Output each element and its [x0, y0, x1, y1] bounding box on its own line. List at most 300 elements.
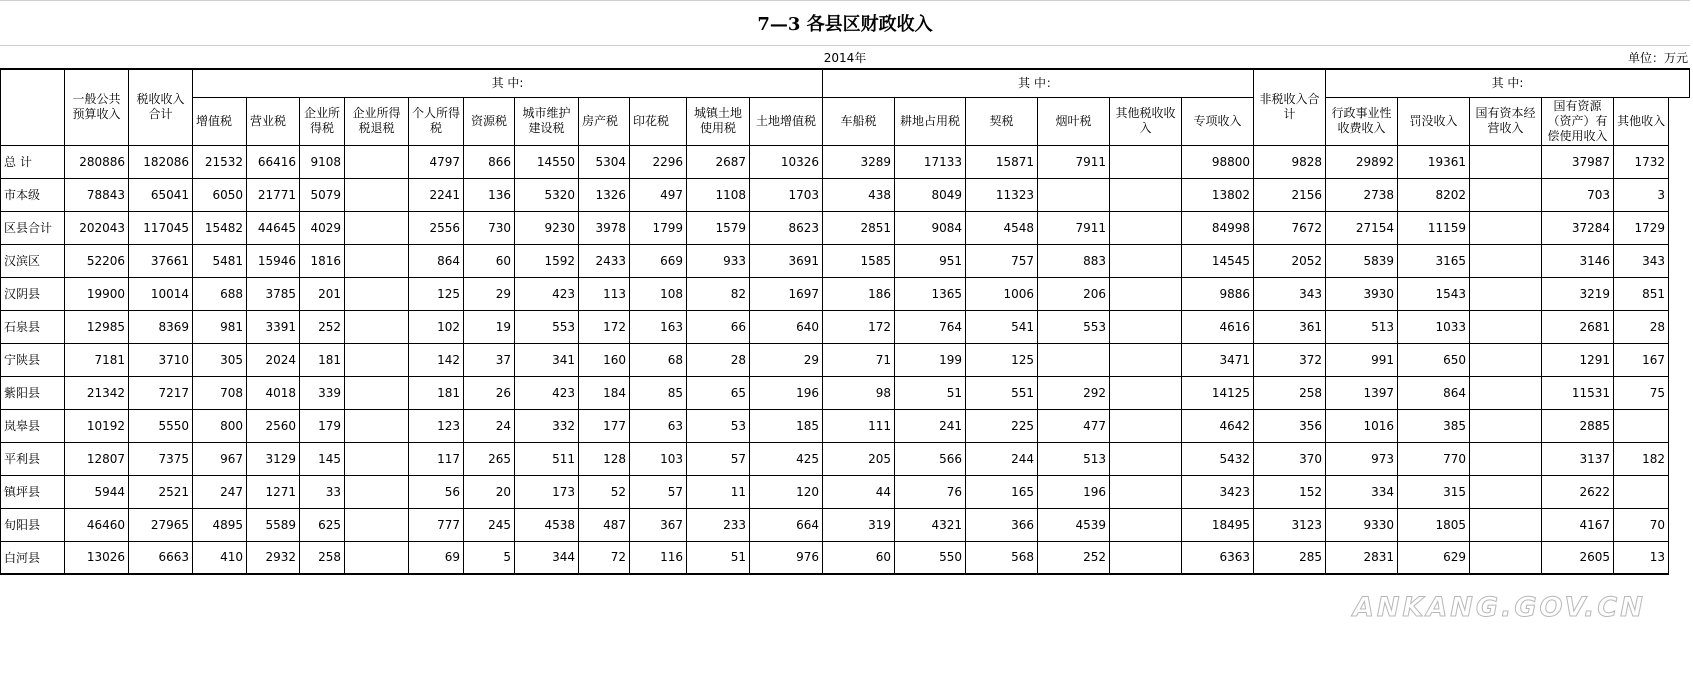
- table-cell: 19: [464, 310, 515, 343]
- header-farmland-tax: 耕地占用税: [895, 97, 966, 145]
- header-resource-tax: 资源税: [464, 97, 515, 145]
- table-cell: 241: [895, 409, 966, 442]
- table-cell: 866: [464, 145, 515, 178]
- table-cell: [1110, 376, 1182, 409]
- header-group-nontax: 其 中:: [1326, 69, 1690, 97]
- table-cell: 9886: [1182, 277, 1254, 310]
- row-region-name: 旬阳县: [1, 508, 65, 541]
- table-cell: 111: [823, 409, 895, 442]
- table-cell: 24: [464, 409, 515, 442]
- table-cell: 5079: [300, 178, 345, 211]
- table-cell: 37: [464, 343, 515, 376]
- table-cell: 120: [750, 475, 823, 508]
- table-cell: 8623: [750, 211, 823, 244]
- table-cell: 513: [1326, 310, 1398, 343]
- row-region-name: 区县合计: [1, 211, 65, 244]
- table-row: [1, 508, 1690, 541]
- table-cell: 103: [630, 442, 687, 475]
- table-cell: 11531: [1542, 376, 1614, 409]
- table-cell: 19900: [65, 277, 129, 310]
- table-cell: 703: [1542, 178, 1614, 211]
- table-row: [1, 409, 1690, 442]
- table-cell: 108: [630, 277, 687, 310]
- table-cell: 10014: [129, 277, 193, 310]
- table-row: [1, 178, 1690, 211]
- table-cell: 3: [1614, 178, 1669, 211]
- table-cell: 9330: [1326, 508, 1398, 541]
- table-cell: 1271: [247, 475, 300, 508]
- header-special-revenue: 专项收入: [1182, 97, 1254, 145]
- table-cell: 3710: [129, 343, 193, 376]
- table-cell: 487: [579, 508, 630, 541]
- header-state-capital: 国有资本经营收入: [1470, 97, 1542, 145]
- table-cell: 117045: [129, 211, 193, 244]
- table-cell: 11159: [1398, 211, 1470, 244]
- table-cell: 864: [409, 244, 464, 277]
- table-cell: 4321: [895, 508, 966, 541]
- table-cell: 6050: [193, 178, 247, 211]
- table-cell: 2605: [1542, 541, 1614, 574]
- table-cell: 33: [300, 475, 345, 508]
- header-nontax-total: 非税收入合计: [1254, 69, 1326, 145]
- table-cell: 172: [823, 310, 895, 343]
- table-cell: 196: [1038, 475, 1110, 508]
- table-cell: 66: [687, 310, 750, 343]
- table-cell: 225: [966, 409, 1038, 442]
- table-cell: 52206: [65, 244, 129, 277]
- row-region-name: 宁陕县: [1, 343, 65, 376]
- table-cell: 29: [750, 343, 823, 376]
- table-cell: 356: [1254, 409, 1326, 442]
- table-cell: 8369: [129, 310, 193, 343]
- table-cell: 65041: [129, 178, 193, 211]
- table-cell: 332: [515, 409, 579, 442]
- table-cell: [1470, 310, 1542, 343]
- table-cell: 551: [966, 376, 1038, 409]
- table-cell: [1470, 244, 1542, 277]
- table-cell: 1816: [300, 244, 345, 277]
- table-body: [1, 145, 1690, 574]
- table-cell: 334: [1326, 475, 1398, 508]
- table-cell: 181: [409, 376, 464, 409]
- table-cell: [1470, 376, 1542, 409]
- table-cell: 8202: [1398, 178, 1470, 211]
- table-cell: 4538: [515, 508, 579, 541]
- table-cell: 57: [687, 442, 750, 475]
- table-cell: 10326: [750, 145, 823, 178]
- header-land-value-tax: 土地增值税: [750, 97, 823, 145]
- table-cell: 123: [409, 409, 464, 442]
- header-vehicle-tax: 车船税: [823, 97, 895, 145]
- table-cell: 15871: [966, 145, 1038, 178]
- table-cell: [345, 343, 409, 376]
- table-cell: 245: [464, 508, 515, 541]
- table-cell: 125: [409, 277, 464, 310]
- table-cell: 13: [1614, 541, 1669, 574]
- table-cell: 21771: [247, 178, 300, 211]
- table-cell: 664: [750, 508, 823, 541]
- table-cell: 3423: [1182, 475, 1254, 508]
- table-cell: [345, 475, 409, 508]
- table-cell: [1614, 409, 1669, 442]
- header-general-budget: 一般公共预算收入: [65, 69, 129, 145]
- header-other-revenue: 其他收入: [1614, 97, 1669, 145]
- table-cell: 2024: [247, 343, 300, 376]
- table-cell: 7911: [1038, 145, 1110, 178]
- table-cell: 305: [193, 343, 247, 376]
- table-cell: 883: [1038, 244, 1110, 277]
- table-cell: 27154: [1326, 211, 1398, 244]
- table-row: [1, 442, 1690, 475]
- table-cell: 244: [966, 442, 1038, 475]
- table-cell: 339: [300, 376, 345, 409]
- table-cell: 70: [1614, 508, 1669, 541]
- table-cell: 2296: [630, 145, 687, 178]
- table-row: [1, 277, 1690, 310]
- table-cell: 117: [409, 442, 464, 475]
- table-cell: [345, 541, 409, 574]
- subtitle-row: [0, 45, 1690, 69]
- table-cell: 2885: [1542, 409, 1614, 442]
- table-cell: [1470, 508, 1542, 541]
- table-cell: 201: [300, 277, 345, 310]
- table-cell: 1291: [1542, 343, 1614, 376]
- table-cell: 5944: [65, 475, 129, 508]
- table-cell: 1006: [966, 277, 1038, 310]
- table-cell: 566: [895, 442, 966, 475]
- table-cell: 252: [300, 310, 345, 343]
- table-cell: 11: [687, 475, 750, 508]
- table-cell: 21342: [65, 376, 129, 409]
- fiscal-revenue-table: [0, 68, 1690, 575]
- table-cell: 1365: [895, 277, 966, 310]
- table-cell: 1592: [515, 244, 579, 277]
- table-cell: [1110, 541, 1182, 574]
- table-cell: 777: [409, 508, 464, 541]
- table-cell: 343: [1254, 277, 1326, 310]
- table-cell: 51: [687, 541, 750, 574]
- table-cell: 12985: [65, 310, 129, 343]
- table-cell: 182086: [129, 145, 193, 178]
- table-cell: 764: [895, 310, 966, 343]
- table-cell: 3785: [247, 277, 300, 310]
- table-cell: 13802: [1182, 178, 1254, 211]
- table-cell: 125: [966, 343, 1038, 376]
- table-cell: 3137: [1542, 442, 1614, 475]
- table-cell: 233: [687, 508, 750, 541]
- table-cell: 366: [966, 508, 1038, 541]
- table-cell: 37987: [1542, 145, 1614, 178]
- table-cell: 37284: [1542, 211, 1614, 244]
- table-cell: 4548: [966, 211, 1038, 244]
- table-cell: 2433: [579, 244, 630, 277]
- page-title: 7—3 各县区财政收入: [0, 0, 1690, 46]
- table-cell: 981: [193, 310, 247, 343]
- table-cell: 669: [630, 244, 687, 277]
- table-cell: 163: [630, 310, 687, 343]
- table-cell: 102: [409, 310, 464, 343]
- table-cell: 6663: [129, 541, 193, 574]
- table-cell: 181: [300, 343, 345, 376]
- table-cell: 2851: [823, 211, 895, 244]
- table-cell: 63: [630, 409, 687, 442]
- table-cell: [345, 409, 409, 442]
- table-cell: 319: [823, 508, 895, 541]
- header-business-tax: 营业税: [247, 97, 300, 145]
- table-cell: 26: [464, 376, 515, 409]
- table-cell: [1470, 343, 1542, 376]
- table-cell: 82: [687, 277, 750, 310]
- table-cell: 3391: [247, 310, 300, 343]
- table-cell: 550: [895, 541, 966, 574]
- table-cell: [345, 442, 409, 475]
- table-cell: 1697: [750, 277, 823, 310]
- table-cell: 29892: [1326, 145, 1398, 178]
- table-cell: 8049: [895, 178, 966, 211]
- table-cell: 19361: [1398, 145, 1470, 178]
- table-cell: 2687: [687, 145, 750, 178]
- table-cell: 13026: [65, 541, 129, 574]
- table-cell: [345, 277, 409, 310]
- table-cell: 951: [895, 244, 966, 277]
- table-cell: 66416: [247, 145, 300, 178]
- table-cell: 167: [1614, 343, 1669, 376]
- table-cell: 3471: [1182, 343, 1254, 376]
- header-corporate-tax: 企业所得税: [300, 97, 345, 145]
- table-cell: 3289: [823, 145, 895, 178]
- table-cell: 72: [579, 541, 630, 574]
- table-cell: 553: [1038, 310, 1110, 343]
- table-cell: 800: [193, 409, 247, 442]
- table-cell: [1470, 442, 1542, 475]
- table-cell: 51: [895, 376, 966, 409]
- table-cell: 4797: [409, 145, 464, 178]
- table-cell: 973: [1326, 442, 1398, 475]
- table-cell: 2831: [1326, 541, 1398, 574]
- table-cell: 410: [193, 541, 247, 574]
- table-cell: 71: [823, 343, 895, 376]
- table-cell: 17133: [895, 145, 966, 178]
- table-cell: 4895: [193, 508, 247, 541]
- table-cell: 2681: [1542, 310, 1614, 343]
- table-cell: 136: [464, 178, 515, 211]
- table-cell: 7911: [1038, 211, 1110, 244]
- table-cell: 280886: [65, 145, 129, 178]
- header-group-tax-2: 其 中：: [823, 69, 1254, 97]
- table-cell: 29: [464, 277, 515, 310]
- table-cell: 52: [579, 475, 630, 508]
- table-cell: [345, 145, 409, 178]
- row-region-name: 石泉县: [1, 310, 65, 343]
- table-cell: 367: [630, 508, 687, 541]
- table-cell: 160: [579, 343, 630, 376]
- table-cell: 708: [193, 376, 247, 409]
- row-region-name: 市本级: [1, 178, 65, 211]
- watermark: ANKANG.GOV.CN: [1353, 592, 1646, 623]
- table-cell: 497: [630, 178, 687, 211]
- table-cell: 5839: [1326, 244, 1398, 277]
- table-cell: 2521: [129, 475, 193, 508]
- table-cell: 128: [579, 442, 630, 475]
- table-cell: 53: [687, 409, 750, 442]
- table-cell: 1799: [630, 211, 687, 244]
- table-cell: 933: [687, 244, 750, 277]
- header-property-tax: 房产税: [579, 97, 630, 145]
- table-cell: 199: [895, 343, 966, 376]
- table-cell: 3146: [1542, 244, 1614, 277]
- year-label: 2014年: [823, 51, 867, 65]
- row-region-name: 岚皋县: [1, 409, 65, 442]
- table-cell: 770: [1398, 442, 1470, 475]
- table-cell: 28: [687, 343, 750, 376]
- table-cell: [1110, 409, 1182, 442]
- header-group-tax-1: 其 中:: [193, 69, 823, 97]
- table-cell: 2560: [247, 409, 300, 442]
- table-cell: 285: [1254, 541, 1326, 574]
- table-cell: 76: [895, 475, 966, 508]
- header-tobacco-tax: 烟叶税: [1038, 97, 1110, 145]
- table-cell: 553: [515, 310, 579, 343]
- table-cell: 967: [193, 442, 247, 475]
- table-cell: 2556: [409, 211, 464, 244]
- table-cell: 247: [193, 475, 247, 508]
- table-cell: 629: [1398, 541, 1470, 574]
- table-cell: [1110, 508, 1182, 541]
- table-cell: [1110, 442, 1182, 475]
- table-cell: [345, 211, 409, 244]
- table-cell: [1470, 409, 1542, 442]
- header-land-use-tax: 城镇土地使用税: [687, 97, 750, 145]
- table-cell: 1579: [687, 211, 750, 244]
- header-urban-maintenance-tax: 城市维护建设税: [515, 97, 579, 145]
- table-cell: 172: [579, 310, 630, 343]
- table-cell: 2052: [1254, 244, 1326, 277]
- table-cell: 258: [300, 541, 345, 574]
- table-cell: 2738: [1326, 178, 1398, 211]
- table-cell: 4018: [247, 376, 300, 409]
- table-cell: 205: [823, 442, 895, 475]
- table-cell: 84998: [1182, 211, 1254, 244]
- table-cell: 5432: [1182, 442, 1254, 475]
- table-cell: [1614, 475, 1669, 508]
- table-cell: 113: [579, 277, 630, 310]
- table-cell: 15482: [193, 211, 247, 244]
- table-cell: 206: [1038, 277, 1110, 310]
- table-cell: 864: [1398, 376, 1470, 409]
- table-cell: [1470, 211, 1542, 244]
- table-cell: 258: [1254, 376, 1326, 409]
- table-cell: [345, 508, 409, 541]
- table-cell: 425: [750, 442, 823, 475]
- table-cell: 9084: [895, 211, 966, 244]
- header-state-resources: 国有资源（资产）有偿使用收入: [1542, 97, 1614, 145]
- table-cell: 3691: [750, 244, 823, 277]
- table-cell: 5481: [193, 244, 247, 277]
- table-cell: 3219: [1542, 277, 1614, 310]
- table-cell: 5550: [129, 409, 193, 442]
- table-cell: 265: [464, 442, 515, 475]
- table-row: [1, 310, 1690, 343]
- table-row: [1, 145, 1690, 178]
- table-cell: [1110, 310, 1182, 343]
- table-cell: 18495: [1182, 508, 1254, 541]
- table-cell: 44: [823, 475, 895, 508]
- table-cell: [1038, 343, 1110, 376]
- table-cell: 4616: [1182, 310, 1254, 343]
- header-other-tax: 其他税收收入: [1110, 97, 1182, 145]
- table-cell: 5304: [579, 145, 630, 178]
- row-region-name: 汉阴县: [1, 277, 65, 310]
- table-cell: 7181: [65, 343, 129, 376]
- table-cell: 3123: [1254, 508, 1326, 541]
- table-cell: 5320: [515, 178, 579, 211]
- table-cell: 14125: [1182, 376, 1254, 409]
- row-region-name: 白河县: [1, 541, 65, 574]
- table-cell: 385: [1398, 409, 1470, 442]
- table-cell: 98800: [1182, 145, 1254, 178]
- table-cell: 78843: [65, 178, 129, 211]
- header-corporate-tax-refund: 企业所得税退税: [345, 97, 409, 145]
- table-cell: [1110, 343, 1182, 376]
- table-cell: [1470, 475, 1542, 508]
- table-cell: 165: [966, 475, 1038, 508]
- table-cell: 98: [823, 376, 895, 409]
- row-region-name: 镇坪县: [1, 475, 65, 508]
- table-cell: 75: [1614, 376, 1669, 409]
- table-cell: 4167: [1542, 508, 1614, 541]
- table-cell: 372: [1254, 343, 1326, 376]
- row-region-name: 总 计: [1, 145, 65, 178]
- table-cell: 1732: [1614, 145, 1669, 178]
- table-cell: 7217: [129, 376, 193, 409]
- table-cell: 152: [1254, 475, 1326, 508]
- table-cell: 27965: [129, 508, 193, 541]
- table-cell: 3165: [1398, 244, 1470, 277]
- table-row: [1, 211, 1690, 244]
- table-cell: 10192: [65, 409, 129, 442]
- table-cell: [345, 310, 409, 343]
- table-cell: 4642: [1182, 409, 1254, 442]
- table-cell: 1033: [1398, 310, 1470, 343]
- table-cell: 145: [300, 442, 345, 475]
- table-cell: 730: [464, 211, 515, 244]
- header-deed-tax: 契税: [966, 97, 1038, 145]
- table-cell: 343: [1614, 244, 1669, 277]
- table-cell: 85: [630, 376, 687, 409]
- table-cell: 202043: [65, 211, 129, 244]
- table-row: [1, 244, 1690, 277]
- table-cell: [345, 376, 409, 409]
- table-cell: 14550: [515, 145, 579, 178]
- table-cell: 4539: [1038, 508, 1110, 541]
- table-cell: 44645: [247, 211, 300, 244]
- table-cell: 568: [966, 541, 1038, 574]
- table-cell: 252: [1038, 541, 1110, 574]
- table-row: [1, 475, 1690, 508]
- table-cell: 20: [464, 475, 515, 508]
- table-cell: 541: [966, 310, 1038, 343]
- table-cell: 1729: [1614, 211, 1669, 244]
- table-cell: 511: [515, 442, 579, 475]
- table-cell: 69: [409, 541, 464, 574]
- table-cell: 186: [823, 277, 895, 310]
- table-cell: 423: [515, 376, 579, 409]
- table-cell: 640: [750, 310, 823, 343]
- table-cell: 976: [750, 541, 823, 574]
- table-row: [1, 541, 1690, 574]
- header-personal-tax: 个人所得税: [409, 97, 464, 145]
- table-cell: 3129: [247, 442, 300, 475]
